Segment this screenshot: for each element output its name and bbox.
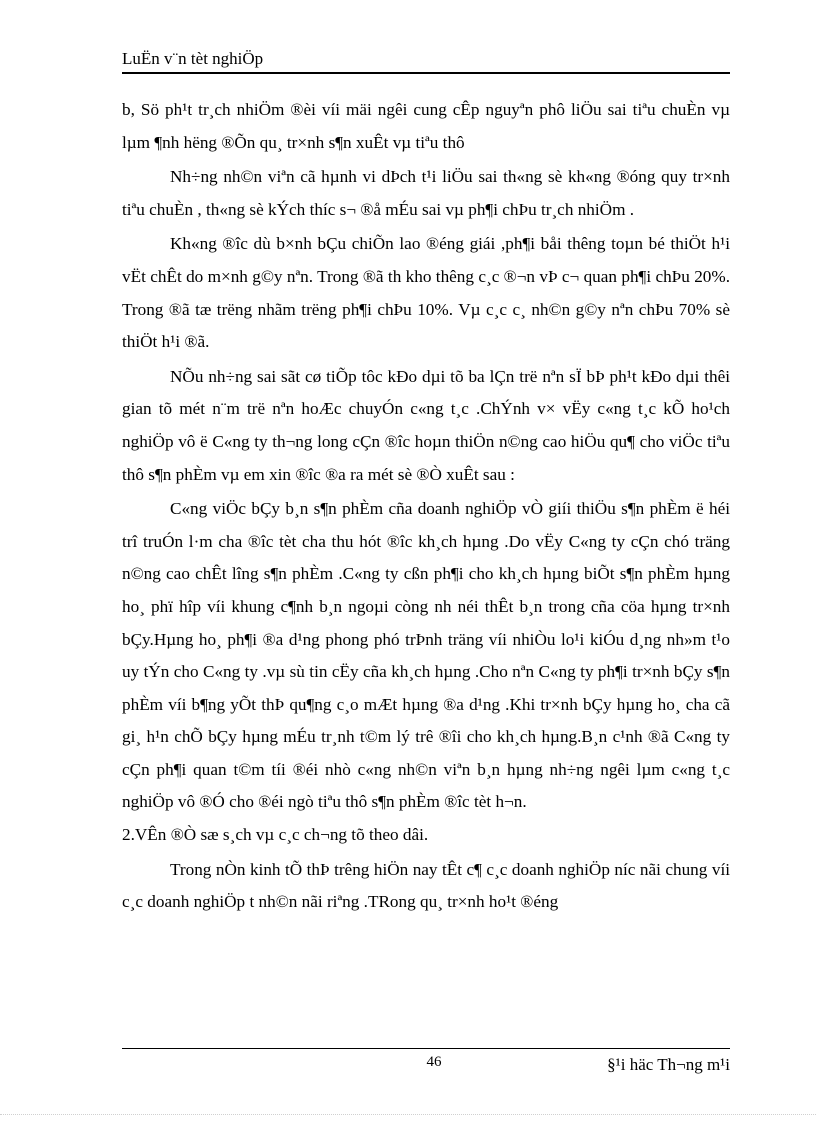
footer-divider bbox=[122, 1048, 730, 1049]
footer-school: §¹i häc Th¬ng m¹i bbox=[607, 1055, 730, 1074]
header-title: LuËn v¨n tèt nghiÖp bbox=[122, 49, 264, 68]
paragraph-1: b, Sö ph¹t tr¸ch nhiÖm ®èi víi mäi ngêi cung cÊp nguyªn phô liÖu sai tiªu chuÈn vµ lµm ¶nh hëng ®Õn qu¸ tr×nh s¶n xuÊt vµ tiªu thô bbox=[122, 100, 730, 152]
paragraph-3: Kh«ng ®îc dù b×nh bÇu chiÕn lao ®éng giái ,ph¶i båi thêng toµn bé thiÖt h¹i vËt chÊt do m×nh g©y nªn. Trong ®ã th kho thêng c¸c ®¬n vÞ c¬ quan ph¶i chÞu 20%. Trong ®ã tæ trëng nhãm trëng ph¶i chÞu 10%. Vµ c¸c c¸ nh©n g©y nªn chÞu 70% sè thiÖt h¹i ®ã. bbox=[122, 234, 730, 352]
paragraph-4: NÕu nh÷ng sai sãt cø tiÕp tôc kÐo dµi tõ ba lÇn trë nªn sÏ bÞ ph¹t kÐo dµi thêi gian tõ mét n¨m trë nªn hoÆc chuyÓn c«ng t¸c .ChÝnh v× vËy c«ng t¸c kÕ ho¹ch nghiÖp vô ë C«ng ty th¬ng long cÇn ®îc hoµn thiÖn n©ng cao hiÖu qu¶ cho viÖc tiªu thô s¶n phÈm vµ em xin ®îc ®a ra mét sè ®Ò xuÊt sau : bbox=[122, 366, 730, 484]
running-header bbox=[122, 48, 730, 74]
paragraph-6: Trong nÒn kinh tÕ thÞ trêng hiÖn nay tÊt c¶ c¸c doanh nghiÖp níc nãi chung víi c¸c doanh nghiÖp t nh©n nãi riªng .TRong qu¸ tr×nh ho¹t ®éng bbox=[122, 859, 730, 912]
page-body bbox=[122, 94, 730, 919]
paragraph-5: C«ng viÖc bÇy b¸n s¶n phÈm cña doanh nghiÖp vÒ giíi thiÖu s¶n phÈm ë héi trî truÓn l·m cha ®îc tèt cha thu hót ®îc kh¸ch hµng .Do vËy C«ng ty cÇn chó träng n©ng cao chÊt lîng s¶n phÈm .C«ng ty cßn ph¶i cho kh¸ch hµng biÕt s¶n phÈm hµng ho¸ phï hîp víi khung c¶nh b¸n ngoµi còng nh néi thÊt b¸n trong cña cöa hµng tr×nh bÇy.Hµng ho¸ ph¶i ®a d¹ng phong phó trÞnh träng víi nhiÒu lo¹i kiÓu d¸ng nh»m t¹o uy tÝn cho C«ng ty .vµ sù tin cËy cña kh¸ch hµng .Cho nªn C«ng ty ph¶i tr×nh bÇy s¶n phÈm víi b¶ng yÕt thÞ qu¶ng c¸o mÆt hµng ®a d¹ng .Khi tr×nh bÇy hµng ho¸ cha cã gi¸ h¹n chÕ bÇy hµng mÉu tr¸nh t©m lý trê ®îi cho kh¸ch hµng.B¸n c¹nh ®ã C«ng ty cÇn ph¶i quan t©m tíi ®éi nhò c«ng nh©n viªn b¸n hµng nh÷ng ngêi lµm c«ng t¸c nghiÖp vô ®Ó cho ®éi ngò tiªu thô s¶n phÈm ®îc tèt h¬n. bbox=[122, 499, 730, 812]
paragraph-2: Nh÷ng nh©n viªn cã hµnh vi dÞch t¹i liÖu sai th«ng sè kh«ng ®óng quy tr×nh tiªu chuÈn , th«ng sè kÝch thíc s¬ ®å mÉu sai vµ ph¶i chÞu tr¸ch nhiÖm . bbox=[122, 167, 730, 219]
page-number: 46 bbox=[426, 1054, 442, 1070]
section-heading: 2.VÊn ®Ò sæ s¸ch vµ c¸c ch¬ng tõ theo dâi. bbox=[122, 825, 429, 845]
page-edge-dotted-line bbox=[0, 1114, 816, 1115]
